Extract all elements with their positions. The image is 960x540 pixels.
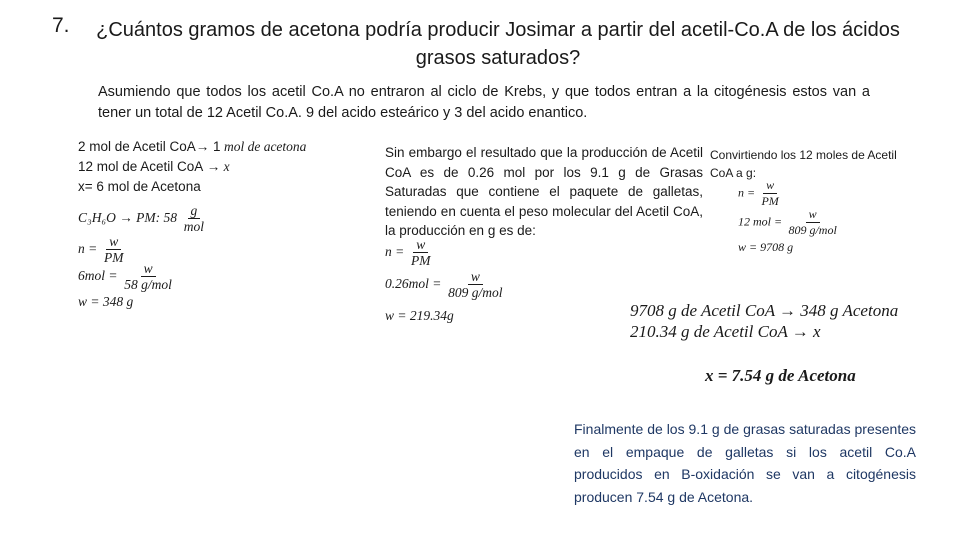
fraction-denominator: 809 g/mol [788,223,837,237]
left-line-2-italic: → x [203,159,230,174]
fraction-numerator: w [468,269,483,285]
middle-line-3: w = 219.34g [385,308,454,323]
right-line-1-fraction [758,178,781,209]
intro-paragraph: Asumiendo que todos los acetil Co.A no entraron al ciclo de Krebs, y que todos entran a la citogénesis estos van a tener un total de 12 Acetil Co.A. 9 del acido esteárico y 3 del acido enantico. [98,84,870,121]
left-line-4-fraction [181,203,207,234]
conclusion-paragraph: Finalmente de los 9.1 g de grasas saturadas presentes en el empaque de galletas si los acetil Co.A producidos en B-oxidación se van a citogénesis producen 7.54 g de Acetona. [574,421,916,505]
fraction-denominator: PM [761,194,779,208]
right-line-1-text: n = [738,185,756,200]
middle-line-2-fraction [445,269,505,300]
left-line-6-fraction [121,261,175,292]
rule-result: x = 7.54 g de Acetona [705,366,856,385]
fraction-denominator: PM [104,250,124,265]
fraction-denominator: 809 g/mol [448,285,503,300]
middle-line-1 [385,237,434,268]
middle-line-1-text: n = [385,244,405,260]
middle-line-2 [385,269,506,300]
left-line-3: x= 6 mol de Acetona [78,179,201,194]
rule-line-2: 210.34 g de Acetil CoA → x [630,322,821,341]
fraction-denominator: PM [411,253,431,268]
left-line-2-text: 12 mol de Acetil CoA [78,159,204,174]
fraction-numerator: w [106,234,121,250]
right-line-2 [738,207,840,238]
right-paragraph: Convirtiendo los 12 moles de Acetil CoA a g: [710,148,897,180]
middle-line-2-text: 0.26mol = [385,276,442,292]
right-line-3: w = 9708 g [738,240,794,254]
middle-line-1-fraction [408,237,434,268]
left-line-6 [78,261,175,292]
fraction-denominator: 58 g/mol [124,277,172,292]
left-line-6-text: 6mol = [78,268,118,284]
left-line-4-text: C₃H₆O → PM: 58 [78,210,178,226]
fraction-numerator: w [141,261,156,277]
left-line-1 [78,139,306,155]
left-line-4 [78,203,207,234]
middle-paragraph: Sin embargo el resultado que la producción de Acetil CoA es de 0.26 mol por los 9.1 g de Grasas Saturadas que contiene el paquete de galletas, teniendo en cuenta el peso molecular del Acetil CoA, la producción en g es de: [385,145,703,238]
right-line-2-fraction [785,207,839,238]
fraction-numerator: w [413,237,428,253]
fraction-denominator: mol [183,219,205,234]
fraction-numerator: w [763,178,777,194]
left-line-1-text: 2 mol de Acetil CoA→ 1 [78,139,221,154]
fraction-numerator: w [806,207,820,223]
rule-line-1: 9708 g de Acetil CoA → 348 g Acetona [630,301,899,320]
question-number: 7. [52,14,70,37]
question-title: ¿Cuántos gramos de acetona podría producir Josimar a partir del acetil-Co.A de los ácidos grasos saturados? [96,19,900,69]
left-line-5-text: n = [78,241,98,257]
right-line-2-text: 12 mol = [738,214,783,229]
fraction-numerator: g [188,203,201,219]
left-line-7: w = 348 g [78,294,134,309]
left-line-2 [78,159,230,175]
right-line-1 [738,178,782,209]
left-line-1-italic: mol de acetona [220,139,307,154]
